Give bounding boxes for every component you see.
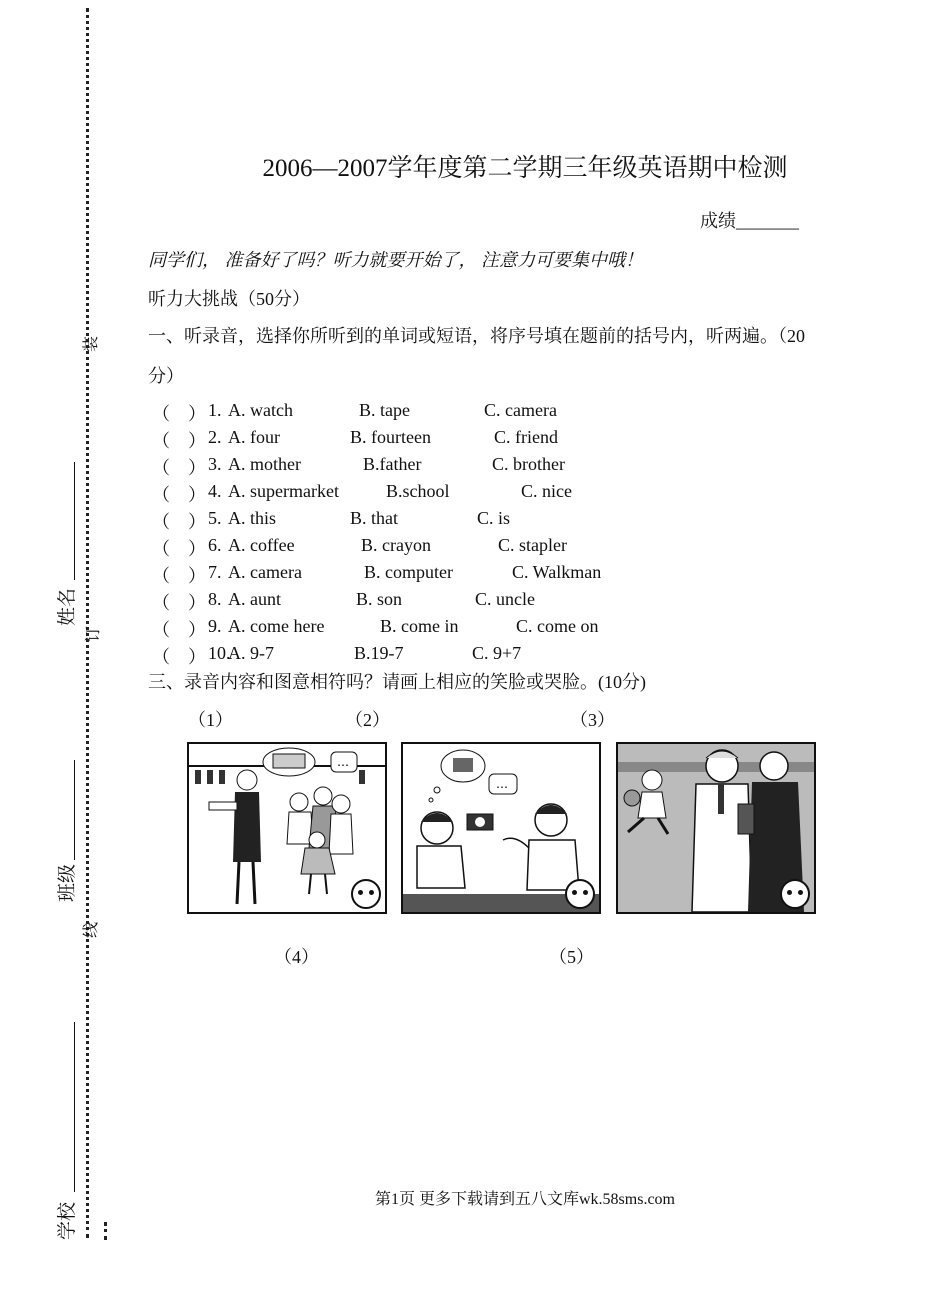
- question-number: 10.: [208, 643, 231, 663]
- question-number: 9.: [208, 616, 222, 636]
- answer-bracket[interactable]: （ ）: [152, 485, 206, 505]
- class-label: 班级: [57, 863, 78, 902]
- option-b: B. fourteen: [350, 427, 431, 447]
- picture-label-5: （5）: [549, 947, 594, 967]
- option-a: A. come here: [228, 616, 325, 636]
- class-underline: [74, 760, 75, 860]
- option-c: C. is: [477, 508, 511, 528]
- option-a: A. aunt: [228, 589, 281, 609]
- question-number: 2.: [208, 427, 222, 447]
- score-field: 成绩_______: [700, 211, 799, 231]
- question-number: 4.: [208, 481, 222, 501]
- svg-text:…: …: [337, 755, 349, 769]
- binding-char-ding: 订: [85, 625, 102, 642]
- option-a: A. camera: [228, 562, 302, 582]
- answer-bracket[interactable]: （ ）: [152, 620, 206, 640]
- binding-char-zhuang: 装: [83, 335, 100, 352]
- picture-1: [187, 742, 387, 914]
- option-c: C. stapler: [498, 535, 567, 555]
- answer-bracket[interactable]: （ ）: [152, 593, 206, 613]
- question-number: 3.: [208, 454, 222, 474]
- option-c: C. 9+7: [472, 643, 522, 663]
- option-b: B. come in: [380, 616, 459, 636]
- picture-label-2: （2）: [345, 710, 390, 730]
- binding-char-xian: 线: [83, 921, 100, 938]
- option-c: C. uncle: [475, 589, 535, 609]
- question-number: 1.: [208, 400, 222, 420]
- page-footer: 第1页 更多下载请到五八文库wk.58sms.com: [374, 1191, 675, 1208]
- option-b: B.father: [363, 454, 422, 474]
- school-underline: [74, 1022, 75, 1192]
- question-number: 8.: [208, 589, 222, 609]
- option-b: B.19-7: [354, 643, 404, 663]
- option-a: A. 9-7: [228, 643, 274, 663]
- section3-instruction: 三、录音内容和图意相符吗？请画上相应的笑脸或哭脸。(10分): [148, 672, 646, 692]
- option-b: B. tape: [359, 400, 410, 420]
- option-b: B. crayon: [361, 535, 431, 555]
- option-c: C. come on: [516, 616, 599, 636]
- answer-bracket[interactable]: （ ）: [152, 647, 206, 667]
- intro-text: 同学们， 准备好了吗？听力就要开始了， 注意力可要集中哦！: [148, 250, 643, 270]
- option-c: C. friend: [494, 427, 558, 447]
- picture-label-4: （4）: [274, 947, 319, 967]
- binding-dots: [104, 1222, 107, 1240]
- listening-header: 听力大挑战（50分）: [148, 289, 310, 309]
- option-c: C. nice: [521, 481, 572, 501]
- option-a: A. this: [228, 508, 277, 528]
- answer-bracket[interactable]: （ ）: [152, 431, 206, 451]
- option-c: C. brother: [492, 454, 565, 474]
- option-b: B.school: [386, 481, 450, 501]
- option-a: A. watch: [228, 400, 293, 420]
- school-label: 学校: [57, 1201, 78, 1240]
- face-circle-icon[interactable]: [565, 879, 595, 909]
- section1-instruction-line1: 一、听录音，选择你所听到的单词或短语，将序号填在题前的括号内，听两遍。（20: [148, 326, 805, 346]
- option-a: A. mother: [228, 454, 301, 474]
- picture-3: [616, 742, 816, 914]
- page-title: 2006—2007学年度第二学期三年级英语期中检测: [262, 155, 788, 182]
- face-circle-icon[interactable]: [780, 879, 810, 909]
- answer-bracket[interactable]: （ ）: [152, 539, 206, 559]
- option-b: B. son: [356, 589, 403, 609]
- answer-bracket[interactable]: （ ）: [152, 512, 206, 532]
- picture-label-3: （3）: [570, 710, 615, 730]
- binding-dotted-line: [86, 8, 89, 1238]
- answer-bracket[interactable]: （ ）: [152, 404, 206, 424]
- section1-instruction-line2: 分）: [148, 366, 184, 386]
- name-underline: [74, 462, 75, 580]
- picture-label-1: （1）: [188, 710, 233, 730]
- answer-bracket[interactable]: （ ）: [152, 458, 206, 478]
- option-b: B. that: [350, 508, 398, 528]
- face-circle-icon[interactable]: [351, 879, 381, 909]
- question-number: 7.: [208, 562, 222, 582]
- name-label: 姓名: [57, 587, 78, 626]
- option-b: B. computer: [364, 562, 453, 582]
- picture-2: [401, 742, 601, 914]
- question-number: 5.: [208, 508, 222, 528]
- option-c: C. Walkman: [512, 562, 602, 582]
- option-c: C. camera: [484, 400, 557, 420]
- question-number: 6.: [208, 535, 222, 555]
- option-a: A. supermarket: [228, 481, 339, 501]
- answer-bracket[interactable]: （ ）: [152, 566, 206, 586]
- option-a: A. coffee: [228, 535, 295, 555]
- svg-text:…: …: [496, 777, 508, 791]
- option-a: A. four: [228, 427, 280, 447]
